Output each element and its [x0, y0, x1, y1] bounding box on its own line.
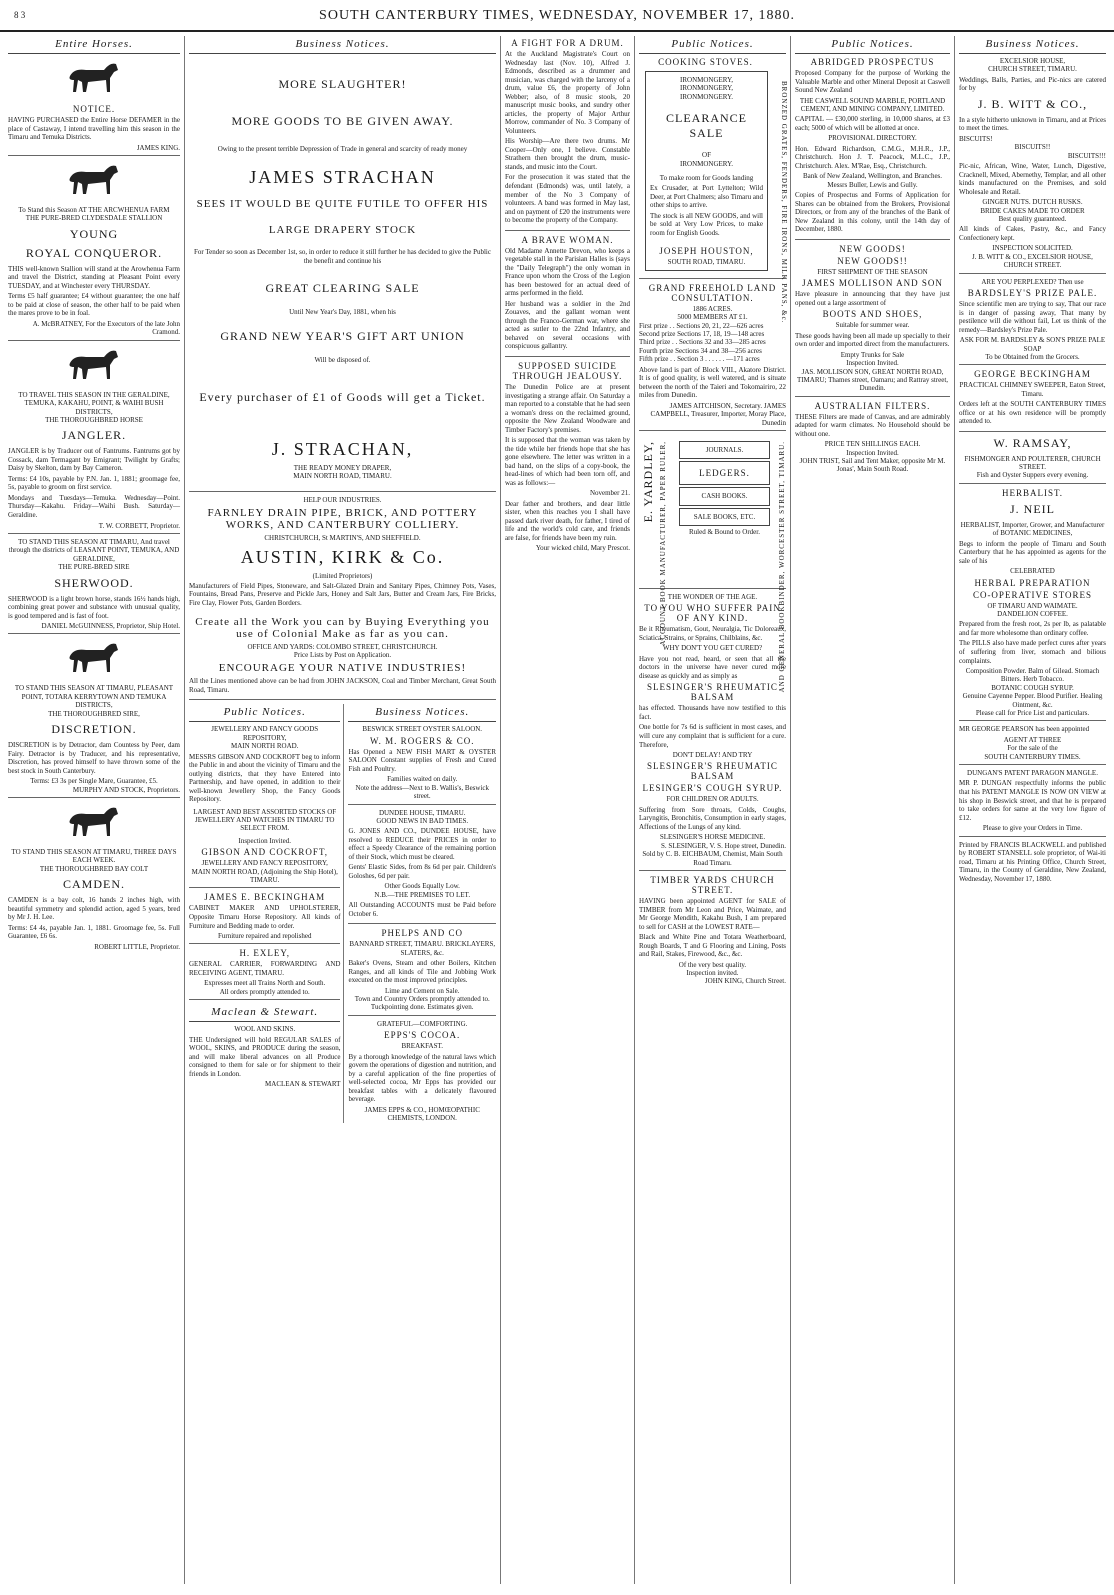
- pointing-hand-note: All the Lines mentioned above can be had from JOHN JACKSON, Coal and Timber Merchant, Great South Road, Timaru.: [189, 677, 496, 694]
- ad-sherwood: TO STAND THIS SEASON AT TIMARU, And travel through the districts of LEASANT POINT, TEMUKA, AND GERALDINE, THE PURE-BRED SIRE SHERWOOD. SHERWOOD is a light brown horse, stands 16½ hands high, combining great power and substance with unusual quality, is good tempered and is fast of foot. DANIEL McGUINNESS, Proprietor, Ship Hotel.: [8, 538, 180, 635]
- col2-lower: [189, 704, 496, 1122]
- horse-icon: [64, 160, 124, 202]
- column-entire-horses: [4, 36, 184, 1584]
- ad-excelsior-house: EXCELSIOR HOUSE, CHURCH STREET, TIMARU. Weddings, Balls, Parties, and Pic-nics are catered for by J. B. WITT & CO., In a style hitherto unknown in Timaru, and at Prices to meet the times. BISCUITS! BISCUITS!! BISCUITS!!! Pic-nic, African, Wine, Water, Lunch, Digestive, Cracknell, Mixed, Abernethy, Templar, and all other kinds manufactured on the Premises, and sold Wholesale and Retail. GINGER NUTS. DUTCH RUSKS. BRIDE CAKES MADE TO ORDER Best quality guaranteed. All kinds of Cakes, Pastry, &c., and Fancy Confectionery kept. INSPECTION SOLICITED. J. B. WITT & CO., EXCELSIOR HOUSE, CHURCH STREET.: [959, 57, 1106, 274]
- ad-mollison: NEW GOODS! NEW GOODS!! FIRST SHIPMENT OF THE SEASON JAMES MOLLISON AND SON Have pleasure in announcing that they have just opened out a large assortment of BOOTS AND SHOES, Suitable for summer wear. These goods having been all made up specially to their own order and imported direct from the manufacturers. Empty Trunks for Sale Inspection Invited. JAS. MOLLISON SON, GREAT NORTH ROAD, TIMARU; Thames street, Oamaru; and Rattray street, Dunedin.: [795, 244, 950, 397]
- ad-caswell-sound: ABRIDGED PROSPECTUS Proposed Company for the purpose of Working the Valuable Marble and other Mineral Deposit at Caswell Sound New Zealand THE CASWELL SOUND MARBLE, PORTLAND CEMENT, AND MINING COMPANY, LIMITED. CAPITAL — £30,000 sterling, in 10,000 shares, at £3 each; 5000 of which will be allotted at once. PROVISIONAL DIRECTORY. Hon. Edward Richardson, C.M.G., M.H.R., J.P., Christchurch. Hon J. T. Peacock, M.L.C., J.P., Christchurch. Alex. M'Rae, Esq., Christchurch. Bank of New Zealand, Wellington, and Branches. Messrs Buller, Lewis and Gully. Copies of Prospectus and Forms of Application for Shares can be obtained from the Brokers, Provisional Directors, or from any of the branches of the Bank of New Zealand in this colony, until the 14th day of December, 1880.: [795, 57, 950, 240]
- ad-chimney-sweeper: GEORGE BECKINGHAM PRACTICAL CHIMNEY SWEEPER, Eaton Street, Timaru. Orders left at the SOUTH CANTERBURY TIMES office or at his own residence will be promptly attended to.: [959, 369, 1106, 431]
- ad-yardley: E. YARDLEY, ACCOUNT BOOK MANUFACTURER, PAPER RULER, JOURNALS. LEDGERS. CASH BOOKS. SALE BOOKS, ETC. Ruled & Bound to Order. AND GENERAL BOOKBINDER, WORCESTER STREET, TIMARU.: [639, 435, 786, 589]
- masthead-title: SOUTH CANTERBURY TIMES, WEDNESDAY, NOVEMBER 17, 1880.: [319, 8, 795, 23]
- ad-pearson: MR GEORGE PEARSON has been appointed AGENT AT THREE For the sale of the SOUTH CANTERBURY TIMES.: [959, 725, 1106, 765]
- ad-houston: COOKING STOVES. IRONMONGERY, IRONMONGERY, IRONMONGERY. CLEARANCE SALE OF IRONMONGERY. To make room for Goods landing Ex Crusader, at Port Lyttelton; Wild Deer, at Port Chalmers; also Timaru and other ships to arrive. The stock is all NEW GOODS, and will be sold at Very Low Prices, to make room for English Goods. JOSEPH HOUSTON, SOUTH ROAD, TIMARU. BRONZED GRATES, FENDERS, FIRE IRONS, MILK PANS, &c.: [639, 57, 786, 279]
- article-fight-for-drum: A FIGHT FOR A DRUM. At the Auckland Magistrate's Court on Wednesday last (Nov. 10), Alfred J. Edmonds, described as a drummer and musician, was charged with the larceny of a drum, value £6, the property of John Webber; also, of 8 music stools, 20 manuscript music books, and sundry other articles, the property of Major Arthur Morrow, commander of No. 3 Company of Volunteers. His Worship—Are there two drums. Mr Cooper—Only one, I believe. Constable Strathern then brought the drum, music-stands, and music into the Court. For the prosecution it was stated that the defendant (Edmonds) was, until lately, a member of the No 3 Company of volunteers. A band was formed in May last, and on payment of £20 the instruments were to become the property of the Company.: [505, 38, 630, 231]
- article-brave-woman: A BRAVE WOMAN. Old Madame Annette Drevon, who keeps a vegetable stall in the Parisian Halles is (says the "Daily Telegraph") the only woman in France upon whom the Cross of the Legion has been bestowed for an actual deed of arms performed in the field. Her husband was a soldier in the 2nd Zouaves, and the gallant woman went through the Franco-German war, where she acted as sutler to the 22nd Infantry, and behaved on several occasions with conspicuous gallantry.: [505, 235, 630, 357]
- ad-beckingham: JAMES E. BECKINGHAM CABINET MAKER AND UPHOLSTERER, Opposite Timaru Horse Repository. All kinds of Furniture and Bedding made to order. Furniture repaired and repolished: [189, 892, 340, 944]
- ad-exley: H. EXLEY, GENERAL CARRIER, FORWARDING AND RECEIVING AGENT, TIMARU. Expresses meet all Trains North and South. All orders promptly attended to.: [189, 948, 340, 1000]
- ad-strachan: MORE SLAUGHTER! MORE GOODS TO BE GIVEN AWAY. Owing to the present terrible Depression of Trade in general and scarcity of ready money JAMES STRACHAN SEES IT WOULD BE QUITE FUTILE TO OFFER HIS LARGE DRAPERY STOCK For Tender so soon as December 1st, so, in order to reduce it still further he has decided to give the Public the benefit and continue his GREAT CLEARING SALE Until New Year's Day, 1881, when his GRAND NEW YEAR'S GIFT ART UNION Will be disposed of. Every purchaser of £1 of Goods will get a Ticket. J. STRACHAN, THE READY MONEY DRAPER, MAIN NORTH ROAD, TIMARU.: [189, 57, 496, 492]
- horse-icon: [64, 638, 124, 680]
- ad-slesinger: THE WONDER OF THE AGE. TO YOU WHO SUFFER PAIN OF ANY KIND. Be it Rheumatism, Gout, Neuralgia, Tic Doloreaux, Sciatica, Strains, or Sprains, Chilblains, &c. WHY DON'T YOU GET CURED? Have you not read, heard, or seen that all the doctors in the universe have never cured more disease as quickly and as simply as SLESINGER'S RHEUMATIC BALSAM has effected. Thousands have now testified to this fact. One bottle for 7s 6d is sufficient in most cases, and will cure any complaint that is sufficient for a cure. Therefore, DON'T DELAY! AND TRY SLESINGER'S RHEUMATIC BALSAM LESINGER'S COUGH SYRUP. FOR CHILDREN OR ADULTS. Suffering from Sore throats, Colds, Coughs, Laryngitis, Bronchitis, Consumption in early stages, Affections of the Lungs of any kind. SLESINGER'S HORSE MEDICINE. S. SLESINGER, V. S. Hope street, Dunedin. Sold by C. B. EICHBAUM, Chemist, Main South Road Timaru.: [639, 593, 786, 871]
- horse-icon: [64, 345, 124, 387]
- ad-discretion: TO STAND THIS SEASON AT TIMARU, PLEASANT POINT, TOTARA KERRYTOWN AND TEMUKA DISTRICTS, THE THOROUGHBRED SIRE, DISCRETION. DISCRETION is by Detractor, dam Countess by Peer, dam Fairy. Detractor is by Traducer, and his representative, Discretion, has proved himself to have thrown some of the best stock in South Canterbury. Terms: £3 3s per Single Mare, Guarantee, £5. MURPHY AND STOCK, Proprietors.: [8, 638, 180, 797]
- ad-dundee-house: DUNDEE HOUSE, TIMARU. GOOD NEWS IN BAD TIMES. G. JONES AND CO., DUNDEE HOUSE, have resolved to REDUCE their PRICES in order to effect a Speedy Clearance of the remaining portion of their Stock, which must be cleared. Gents' Elastic Sides, from 8s 6d per pair. Children's Goloshes, 6d per pair. Other Goods Equally Low. N.B.—THE PREMISES TO LET. All Outstanding ACCOUNTS must be Paid before October 6.: [348, 809, 496, 925]
- page-number: 8 3: [14, 10, 26, 20]
- column-header: Public Notices.: [639, 36, 786, 54]
- ad-defamer: NOTICE. HAVING PURCHASED the Entire Horse DEFAMER in the place of Castaway, I intend travelling him this season in the Timaru and Temuka Districts. JAMES KING.: [8, 58, 180, 156]
- column-header: Business Notices.: [189, 36, 496, 54]
- ad-maclean-stewart: Maclean & Stewart. WOOL AND SKINS. THE Undersigned will hold REGULAR SALES of WOOL, SKINS, and PRODUCE during the season, and will make liberal advances on all Produce consigned to them for sale or for shipment to their friends in London. MACLEAN & STEWART: [189, 1006, 341, 1089]
- ad-land-consultation: GRAND FREEHOLD LAND CONSULTATION. 1886 ACRES. 5000 MEMBERS AT £1. First prize . . Sections 20, 21, 22—626 acres Second prize Sections 17, 18, 19—148 acres Third prize . . Sections 32 and 33—285 acres Fourth prize Sections 34 and 38—256 acres Fifth prize . . Section 3 . . . . . . —171 acres Above land is part of Block VIII., Akatore District. It is of good quality, is well watered, and is situate between the north of the Taieri and Tokomairiro, 22 miles from Dunedin. JAMES AITCHISON, Secretary. JAMES CAMPBELL, Treasurer, Importer, Moray Place, Dunedin: [639, 283, 786, 431]
- ad-royal-conqueror: To Stand this Season AT THE ARCWHENUA FARM THE PURE-BRED CLYDESDALE STALLION YOUNG ROYAL CONQUEROR. THIS well-known Stallion will stand at the Arowhenua Farm and travel the District, standing at Pleasant Point every TUESDAY, and at Winchester every THURSDAY. Terms £5 half guarantee; £4 without guarantee; the one half to be paid at close of season, the other half to be paid when the mares prove to be in foal. A. McBRATNEY, For the Executors of the late John Cramond.: [8, 160, 180, 341]
- column-header: Business Notices.: [959, 36, 1106, 54]
- printer-imprint: Printed by FRANCIS BLACKWELL and published by ROBERT STANSELL sole proprietor, of Wai-iti road, Timaru at his Printing Office, Church Street, Timaru, in the County of Geraldine, New Zealand, Wednesday, November 17, 1880.: [959, 840, 1106, 883]
- column-business-notices-2: [954, 36, 1110, 1584]
- horse-icon: [64, 802, 124, 844]
- article-supposed-suicide: SUPPOSED SUICIDE THROUGH JEALOUSY. The Dunedin Police are at present investigating a strange affair. On Saturday a man reported to a constable that he had seen a woman's dress on the reclaimed ground, opposite the New Zealand Woodware and Timber Factory's premises. It is supposed that the woman was taken by the tide while her friends hope that she has gone elsewhere. The letter was written in a bad hand, on the slips of a copy-book, the head-lines of which had been torn off, and was as follows:— November 21. Dear father and brothers, and dear little sister, when this reaches you I shall have passed dark river death, for father, I tired of life and the world's cold care, and friends are false, for friends have been my ruin. Your wicked child, Mary Prescot.: [505, 361, 630, 553]
- ad-dungan-mangle: DUNGAN'S PATENT PARAGON MANGLE. MR P. DUNGAN respectfully informs the public that his PATENT MANGLE IS NOW ON VIEW at his shop in Beswick street, and that he is prepared to take orders for same at the very low figure of £12. Please to give your Orders in Time.: [959, 769, 1106, 836]
- column-news: [500, 36, 634, 1584]
- ad-australian-filters: AUSTRALIAN FILTERS. THESE Filters are made of Canvas, and are admirably adapted for warm climates. No Household should be without one. PRICE TEN SHILLINGS EACH. Inspection Invited. JOHN TRIST, Sail and Tent Maker, opposite Mr M. Jonas', Main South Road.: [795, 400, 950, 474]
- ad-rogers: BESWICK STREET OYSTER SALOON. W. M. ROGERS & CO. Has Opened a NEW FISH MART & OYSTER SALOON Constant supplies of Fresh and Cured Fish and Poultry. Families waited on daily. Note the address—Next to B. Wallis's, Beswick street.: [348, 725, 496, 804]
- col2-lower-left: Public Notices. JEWELLERY AND FANCY GOODS REPOSITORY, MAIN NORTH ROAD. MESSRS GIBSON AND COCKROFT beg to inform the Public in and about the vicinity of Timaru and the outlying districts, that they have Entered into Partnership, and have opened, in addition to their well-known Jewellery Shop, the Fancy Goods Repository. LARGEST AND BEST ASSORTED STOCKS OF JEWELLERY AND WATCHES IN TIMARU TO SELECT FROM. Inspection Invited. GIBSON AND COCKROFT, JEWELLERY AND FANCY REPOSITORY, MAIN NORTH ROAD, (Adjoining the Ship Hotel), TIMARU. JAMES E. BECKINGHAM CABINET MAKER AND UPHOLSTERER, Opposite Timaru Horse Repository. All kinds of Furniture and Bedding made to order. Furniture repaired and repolished H. EXLEY, GENERAL CARRIER, FORWARDING AND RECEIVING AGENT, TIMARU. Expresses meet all Trains North and South. All orders promptly attended to. Maclean & Stewart. WOOL AND SKINS. THE Undersigned will hold REGULAR SALES of WOOL, SKINS, and PRODUCE during the season, and will make liberal advances on all Produce consigned to them for sale or for shipment to their friends in London. MACLEAN & STEWART: [189, 704, 344, 1122]
- ad-epps-cocoa: GRATEFUL—COMFORTING. EPPS'S COCOA. BREAKFAST. By a thorough knowledge of the natural laws which govern the operations of digestion and nutrition, and by a careful application of the fine properties of well-selected cocoa, Mr Epps has provided our breakfast tables with a delicately flavoured beverage. JAMES EPPS & CO., HOMŒOPATHIC CHEMISTS, LONDON.: [348, 1019, 496, 1123]
- column-public-notices: [634, 36, 790, 1584]
- ad-austin-kirk: HELP OUR INDUSTRIES. FARNLEY DRAIN PIPE, BRICK, AND POTTERY WORKS, AND CANTERBURY COLLIERY. CHRISTCHURCH, St MARTIN'S, AND SHEFFIELD. AUSTIN, KIRK & Co. (Limited Proprietors) Manufacturers of Field Pipes, Stoneware, and Salt-Glazed Drain and Sanitary Pipes, Chimney Pots, Vases, Fountains, Bread Pans, Preserve and Pickle Jars, Honey and Salt Jars, Butter and Cream Jars, Fire Bricks, Fire Clay, Flower Pots, Garden Borders. Create all the Work you can by Buying Everything you use of Colonial Make as far as you can. OFFICE AND YARDS: COLOMBO STREET, CHRISTCHURCH. Price Lists by Post on Application. ENCOURAGE YOUR NATIVE INDUSTRIES! All the Lines mentioned above can be had from JOHN JACKSON, Coal and Timber Merchant, Great South Road, Timaru.: [189, 496, 496, 701]
- column-business-notices: [184, 36, 500, 1584]
- column-public-notices-2: [790, 36, 954, 1584]
- ad-camden: TO STAND THIS SEASON AT TIMARU, THREE DAYS EACH WEEK. THE THOROUGHBRED BAY COLT CAMDEN. CAMDEN is a bay colt, 16 hands 2 inches high, with beautiful symmetry and splendid action, aged 5 years, bred by Mr J. H. Lee. Terms: £4 4s, payable Jan. 1, 1881. Groomage fee, 5s. Full Guarantee, £6 6s. ROBERT LITTLE, Proprietor.: [8, 802, 180, 951]
- ad-ramsay: W. RAMSAY, FISHMONGER AND POULTERER, CHURCH STREET. Fish and Oyster Suppers every evening.: [959, 436, 1106, 484]
- ad-phelps: PHELPS AND CO BANNARD STREET, TIMARU. BRICKLAYERS, SLATERS, &c. Baker's Ovens, Steam and other Boilers, Kitchen Ranges, and all kinds of Tile and Jobbing Work executed on the most improved principles. Lime and Cement on Sale. Town and Country Orders promptly attended to. Tuckpointing done. Estimates given.: [348, 928, 496, 1016]
- column-header: Public Notices.: [795, 36, 950, 54]
- ad-herbalist: HERBALIST. J. NEIL HERBALIST, Importer, Grower, and Manufacturer of BOTANIC MEDICINES, Begs to inform the people of Timaru and South Canterbury that he has appointed as agents for the sale of his CELEBRATED HERBAL PREPARATION CO-OPERATIVE STORES OF TIMARU AND WAIMATE. DANDELION COFFEE. Prepared from the fresh root, 2s per lb, as palatable and far more wholesome than ordinary coffee. The PILLS also have made perfect cures after years of suffering from liver, stomach and bilious complaints. Composition Powder. Balm of Gilead. Stomach Bitters. Herb Tobacco. BOTANIC COUGH SYRUP. Genuine Cayenne Pepper. Blood Purifier. Healing Ointment, &c. Please call for Price List and particulars.: [959, 488, 1106, 722]
- masthead: [0, 8, 1114, 32]
- ad-bardsley-soap: ARE YOU PERPLEXED? Then use BARDSLEY'S PRIZE PALE. Since scientific men are trying to say, That our race is in danger of passing away, That many by pestilence will die without fail, Let us think of the remedy—Bardsley's Prize Pale. ASK FOR M. BARDSLEY & SON'S PRIZE PALE SOAP To be Obtained from the Grocers.: [959, 278, 1106, 366]
- ad-jangler: TO TRAVEL THIS SEASON IN THE GERALDINE, TEMUKA, KAKAHU, POINT, & WAIHI BUSH DISTRICTS, THE THOROUGHBRED HORSE JANGLER. JANGLER is by Traducer out of Fantrums. Fantrums got by Cossack, dam Termagant by Emigrant; Twilight by Grafts; Daisy by Skelton, dam by Bay Cameron. Terms: £4 10s, payable by P.N. Jan. 1, 1881; groomage fee, 5s, payable to groom on first service. Mondays and Tuesdays—Temuka. Wednesday—Point. Thursday—Kakahu. Friday—Waihi Bush. Saturday—Geraldine. T. W. CORBETT, Proprietor.: [8, 345, 180, 534]
- col2-lower-right: Business Notices. BESWICK STREET OYSTER SALOON. W. M. ROGERS & CO. Has Opened a NEW FISH MART & OYSTER SALOON Constant supplies of Fresh and Cured Fish and Poultry. Families waited on daily. Note the address—Next to B. Wallis's, Beswick street. DUNDEE HOUSE, TIMARU. GOOD NEWS IN BAD TIMES. G. JONES AND CO., DUNDEE HOUSE, have resolved to REDUCE their PRICES in order to effect a Speedy Clearance of the remaining portion of their Stock, which must be cleared. Gents' Elastic Sides, from 8s 6d per pair. Children's Goloshes, 6d per pair. Other Goods Equally Low. N.B.—THE PREMISES TO LET. All Outstanding ACCOUNTS must be Paid before October 6. PHELPS AND CO BANNARD STREET, TIMARU. BRICKLAYERS, SLATERS, &c. Baker's Ovens, Steam and other Boilers, Kitchen Ranges, and all kinds of Tile and Jobbing Work executed on the most improved principles. Lime and Cement on Sale. Town and Country Orders promptly attended to. Tuckpointing done. Estimates given. GRATEFUL—COMFORTING. EPPS'S COCOA. BREAKFAST. By a thorough knowledge of the natural laws which govern the operations of digestion and nutrition, and by a careful application of the fine properties of well-selected cocoa, Mr Epps has provided our breakfast tables with a delicately flavoured beverage. JAMES EPPS & CO., HOMŒOPATHIC CHEMISTS, LONDON.: [348, 706, 496, 1123]
- ad-gibson-cockroft: JEWELLERY AND FANCY GOODS REPOSITORY, MAIN NORTH ROAD. MESSRS GIBSON AND COCKROFT beg to inform the Public in and about the vicinity of Timaru and the outlying districts, that they have Entered into Partnership, and have opened, in addition to their well-known Jewellery Shop, the Fancy Goods Repository. LARGEST AND BEST ASSORTED STOCKS OF JEWELLERY AND WATCHES IN TIMARU TO SELECT FROM. Inspection Invited. GIBSON AND COCKROFT, JEWELLERY AND FANCY REPOSITORY, MAIN NORTH ROAD, (Adjoining the Ship Hotel), TIMARU.: [189, 725, 340, 888]
- ad-timber-yards: TIMBER YARDS CHURCH STREET. HAVING been appointed AGENT for SALE of TIMBER from Mr Leon and Price, Waimate, and Mr George Mendith, Kakahu Bush, I am prepared to sell for CASH at the LOWEST RATE— Black and White Pine and Totara Weatherboard, Rough Boards, T and G Flooring and Lining, Posts and Rail, Stakes, Firewood, &c., &c. Of the very best quality. Inspection invited. JOHN KING, Church Street.: [639, 874, 786, 986]
- column-header: Entire Horses.: [8, 36, 180, 54]
- horse-icon: [64, 58, 124, 100]
